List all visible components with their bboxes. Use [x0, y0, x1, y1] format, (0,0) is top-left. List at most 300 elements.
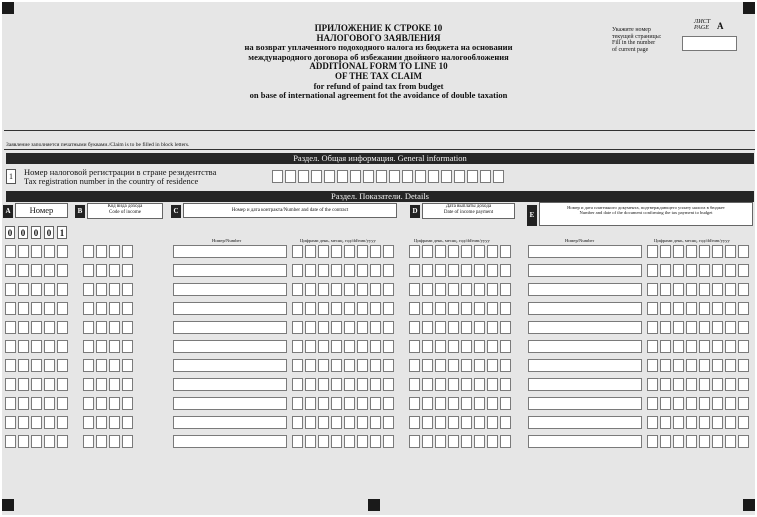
document-date-cell[interactable]: [660, 245, 671, 258]
document-date-cell[interactable]: [647, 321, 658, 334]
contract-date-cell[interactable]: [357, 321, 368, 334]
payment-date-cell[interactable]: [487, 340, 498, 353]
contract-number-field[interactable]: [173, 340, 287, 353]
contract-date-cell[interactable]: [344, 340, 355, 353]
registration-digit-cell[interactable]: [493, 170, 504, 183]
contract-date-cell[interactable]: [370, 359, 381, 372]
income-code-cell[interactable]: [109, 321, 120, 334]
income-code-cell[interactable]: [122, 245, 133, 258]
registration-digit-cell[interactable]: [454, 170, 465, 183]
document-date-cell[interactable]: [647, 245, 658, 258]
payment-date-cell[interactable]: [487, 397, 498, 410]
contract-date-cell[interactable]: [331, 245, 342, 258]
income-code-cell[interactable]: [109, 397, 120, 410]
payment-date-cell[interactable]: [500, 321, 511, 334]
income-code-cell[interactable]: [122, 435, 133, 448]
document-date-cell[interactable]: [738, 321, 749, 334]
document-date-cell[interactable]: [647, 435, 658, 448]
income-code-cell[interactable]: [109, 283, 120, 296]
document-date-cell[interactable]: [673, 340, 684, 353]
payment-date-cell[interactable]: [474, 340, 485, 353]
contract-date-cell[interactable]: [292, 359, 303, 372]
document-date-cell[interactable]: [738, 340, 749, 353]
row-number-cell[interactable]: [31, 264, 42, 277]
document-number-field[interactable]: [528, 397, 642, 410]
contract-date-cell[interactable]: [357, 264, 368, 277]
contract-date-cell[interactable]: [344, 416, 355, 429]
contract-number-field[interactable]: [173, 321, 287, 334]
contract-date-cell[interactable]: [370, 340, 381, 353]
registration-digit-cell[interactable]: [428, 170, 439, 183]
contract-date-cell[interactable]: [305, 359, 316, 372]
contract-number-field[interactable]: [173, 245, 287, 258]
registration-digit-cell[interactable]: [298, 170, 309, 183]
contract-date-cell[interactable]: [292, 321, 303, 334]
document-number-field[interactable]: [528, 321, 642, 334]
payment-date-cell[interactable]: [409, 378, 420, 391]
row-number-cell[interactable]: [44, 378, 55, 391]
payment-date-cell[interactable]: [422, 302, 433, 315]
row-number-cell[interactable]: [5, 378, 16, 391]
contract-date-cell[interactable]: [331, 321, 342, 334]
income-code-cell[interactable]: [122, 321, 133, 334]
row-number-cell[interactable]: [57, 435, 68, 448]
document-date-cell[interactable]: [725, 359, 736, 372]
contract-date-cell[interactable]: [292, 435, 303, 448]
registration-digit-cell[interactable]: [402, 170, 413, 183]
payment-date-cell[interactable]: [500, 416, 511, 429]
income-code-cell[interactable]: [83, 245, 94, 258]
document-date-cell[interactable]: [647, 302, 658, 315]
row-number-cell[interactable]: [31, 359, 42, 372]
document-number-field[interactable]: [528, 378, 642, 391]
payment-date-cell[interactable]: [487, 416, 498, 429]
contract-date-cell[interactable]: [318, 302, 329, 315]
document-date-cell[interactable]: [725, 321, 736, 334]
document-date-cell[interactable]: [699, 245, 710, 258]
row-number-cell[interactable]: [31, 302, 42, 315]
payment-date-cell[interactable]: [435, 359, 446, 372]
document-date-cell[interactable]: [699, 321, 710, 334]
payment-date-cell[interactable]: [487, 435, 498, 448]
row-number-cell[interactable]: [44, 397, 55, 410]
payment-date-cell[interactable]: [487, 264, 498, 277]
contract-number-field[interactable]: [173, 397, 287, 410]
contract-date-cell[interactable]: [383, 378, 394, 391]
contract-date-cell[interactable]: [331, 264, 342, 277]
contract-date-cell[interactable]: [331, 435, 342, 448]
document-date-cell[interactable]: [673, 302, 684, 315]
contract-date-cell[interactable]: [305, 245, 316, 258]
contract-date-cell[interactable]: [383, 245, 394, 258]
payment-date-cell[interactable]: [435, 264, 446, 277]
contract-date-cell[interactable]: [370, 264, 381, 277]
document-date-cell[interactable]: [699, 378, 710, 391]
document-date-cell[interactable]: [660, 397, 671, 410]
row-number-cell[interactable]: [18, 302, 29, 315]
contract-date-cell[interactable]: [305, 378, 316, 391]
payment-date-cell[interactable]: [435, 283, 446, 296]
contract-date-cell[interactable]: [357, 283, 368, 296]
contract-date-cell[interactable]: [383, 302, 394, 315]
contract-date-cell[interactable]: [292, 378, 303, 391]
contract-date-cell[interactable]: [357, 245, 368, 258]
registration-digit-cell[interactable]: [389, 170, 400, 183]
income-code-cell[interactable]: [109, 245, 120, 258]
payment-date-cell[interactable]: [461, 397, 472, 410]
document-date-cell[interactable]: [712, 397, 723, 410]
payment-date-cell[interactable]: [409, 397, 420, 410]
contract-date-cell[interactable]: [305, 340, 316, 353]
contract-date-cell[interactable]: [331, 397, 342, 410]
payment-date-cell[interactable]: [422, 378, 433, 391]
payment-date-cell[interactable]: [409, 435, 420, 448]
document-date-cell[interactable]: [725, 378, 736, 391]
contract-date-cell[interactable]: [357, 340, 368, 353]
document-number-field[interactable]: [528, 283, 642, 296]
payment-date-cell[interactable]: [422, 397, 433, 410]
document-date-cell[interactable]: [647, 378, 658, 391]
contract-date-cell[interactable]: [292, 340, 303, 353]
document-date-cell[interactable]: [673, 435, 684, 448]
contract-date-cell[interactable]: [292, 245, 303, 258]
document-date-cell[interactable]: [738, 397, 749, 410]
row-number-cell[interactable]: [31, 416, 42, 429]
income-code-cell[interactable]: [83, 435, 94, 448]
contract-date-cell[interactable]: [318, 397, 329, 410]
row-number-cell[interactable]: [57, 359, 68, 372]
payment-date-cell[interactable]: [422, 245, 433, 258]
document-date-cell[interactable]: [738, 264, 749, 277]
row-number-cell[interactable]: [31, 378, 42, 391]
contract-date-cell[interactable]: [344, 321, 355, 334]
contract-date-cell[interactable]: [318, 321, 329, 334]
payment-date-cell[interactable]: [448, 359, 459, 372]
contract-date-cell[interactable]: [383, 283, 394, 296]
payment-date-cell[interactable]: [448, 435, 459, 448]
contract-date-cell[interactable]: [370, 245, 381, 258]
document-date-cell[interactable]: [712, 416, 723, 429]
document-date-cell[interactable]: [712, 283, 723, 296]
document-date-cell[interactable]: [712, 340, 723, 353]
payment-date-cell[interactable]: [500, 264, 511, 277]
document-date-cell[interactable]: [725, 302, 736, 315]
contract-date-cell[interactable]: [357, 435, 368, 448]
income-code-cell[interactable]: [96, 340, 107, 353]
income-code-cell[interactable]: [96, 264, 107, 277]
document-date-cell[interactable]: [699, 302, 710, 315]
income-code-cell[interactable]: [109, 416, 120, 429]
document-date-cell[interactable]: [673, 397, 684, 410]
document-date-cell[interactable]: [699, 397, 710, 410]
payment-date-cell[interactable]: [435, 397, 446, 410]
income-code-cell[interactable]: [96, 283, 107, 296]
payment-date-cell[interactable]: [448, 340, 459, 353]
contract-date-cell[interactable]: [331, 340, 342, 353]
document-date-cell[interactable]: [699, 340, 710, 353]
document-date-cell[interactable]: [738, 283, 749, 296]
row-number-cell[interactable]: [18, 435, 29, 448]
contract-date-cell[interactable]: [383, 359, 394, 372]
document-number-field[interactable]: [528, 359, 642, 372]
income-code-cell[interactable]: [96, 416, 107, 429]
payment-date-cell[interactable]: [409, 264, 420, 277]
row-number-cell[interactable]: [5, 435, 16, 448]
document-date-cell[interactable]: [686, 302, 697, 315]
contract-date-cell[interactable]: [370, 416, 381, 429]
document-date-cell[interactable]: [699, 264, 710, 277]
income-code-cell[interactable]: [96, 435, 107, 448]
registration-digit-cell[interactable]: [441, 170, 452, 183]
contract-date-cell[interactable]: [318, 264, 329, 277]
payment-date-cell[interactable]: [409, 245, 420, 258]
document-number-field[interactable]: [528, 340, 642, 353]
income-code-cell[interactable]: [96, 245, 107, 258]
payment-date-cell[interactable]: [487, 378, 498, 391]
income-code-cell[interactable]: [122, 397, 133, 410]
payment-date-cell[interactable]: [409, 283, 420, 296]
document-date-cell[interactable]: [673, 283, 684, 296]
row-number-cell[interactable]: [5, 283, 16, 296]
document-date-cell[interactable]: [738, 302, 749, 315]
document-number-field[interactable]: [528, 264, 642, 277]
contract-date-cell[interactable]: [318, 416, 329, 429]
contract-date-cell[interactable]: [383, 435, 394, 448]
document-date-cell[interactable]: [725, 245, 736, 258]
contract-date-cell[interactable]: [344, 302, 355, 315]
payment-date-cell[interactable]: [448, 378, 459, 391]
document-date-cell[interactable]: [686, 283, 697, 296]
payment-date-cell[interactable]: [474, 302, 485, 315]
row-number-cell[interactable]: [44, 245, 55, 258]
document-date-cell[interactable]: [660, 321, 671, 334]
document-date-cell[interactable]: [686, 245, 697, 258]
document-date-cell[interactable]: [673, 245, 684, 258]
payment-date-cell[interactable]: [435, 302, 446, 315]
contract-date-cell[interactable]: [331, 416, 342, 429]
document-date-cell[interactable]: [699, 359, 710, 372]
payment-date-cell[interactable]: [435, 416, 446, 429]
payment-date-cell[interactable]: [435, 321, 446, 334]
payment-date-cell[interactable]: [500, 397, 511, 410]
payment-date-cell[interactable]: [435, 245, 446, 258]
row-number-cell[interactable]: [18, 378, 29, 391]
row-number-cell[interactable]: [57, 245, 68, 258]
payment-date-cell[interactable]: [487, 245, 498, 258]
payment-date-cell[interactable]: [474, 283, 485, 296]
document-date-cell[interactable]: [686, 416, 697, 429]
payment-date-cell[interactable]: [461, 321, 472, 334]
registration-digit-cell[interactable]: [376, 170, 387, 183]
document-date-cell[interactable]: [725, 340, 736, 353]
payment-date-cell[interactable]: [409, 340, 420, 353]
payment-date-cell[interactable]: [474, 435, 485, 448]
row-number-cell[interactable]: [18, 321, 29, 334]
payment-date-cell[interactable]: [461, 302, 472, 315]
contract-date-cell[interactable]: [331, 302, 342, 315]
income-code-cell[interactable]: [122, 264, 133, 277]
document-date-cell[interactable]: [673, 321, 684, 334]
contract-date-cell[interactable]: [357, 378, 368, 391]
document-date-cell[interactable]: [699, 283, 710, 296]
document-date-cell[interactable]: [699, 435, 710, 448]
row-number-cell[interactable]: [18, 283, 29, 296]
payment-date-cell[interactable]: [422, 321, 433, 334]
contract-number-field[interactable]: [173, 359, 287, 372]
payment-date-cell[interactable]: [500, 359, 511, 372]
payment-date-cell[interactable]: [500, 378, 511, 391]
row-number-cell[interactable]: [5, 359, 16, 372]
payment-date-cell[interactable]: [461, 283, 472, 296]
row-number-cell[interactable]: [57, 264, 68, 277]
payment-date-cell[interactable]: [474, 359, 485, 372]
contract-date-cell[interactable]: [318, 340, 329, 353]
payment-date-cell[interactable]: [500, 245, 511, 258]
document-date-cell[interactable]: [725, 397, 736, 410]
contract-date-cell[interactable]: [344, 283, 355, 296]
payment-date-cell[interactable]: [435, 435, 446, 448]
document-date-cell[interactable]: [660, 416, 671, 429]
income-code-cell[interactable]: [122, 359, 133, 372]
contract-date-cell[interactable]: [292, 397, 303, 410]
document-date-cell[interactable]: [686, 359, 697, 372]
row-number-cell[interactable]: [57, 283, 68, 296]
contract-date-cell[interactable]: [383, 264, 394, 277]
contract-number-field[interactable]: [173, 435, 287, 448]
row-number-cell[interactable]: [18, 264, 29, 277]
document-date-cell[interactable]: [712, 378, 723, 391]
contract-date-cell[interactable]: [344, 435, 355, 448]
row-number-cell[interactable]: [31, 321, 42, 334]
document-date-cell[interactable]: [738, 416, 749, 429]
payment-date-cell[interactable]: [409, 416, 420, 429]
income-code-cell[interactable]: [96, 302, 107, 315]
contract-date-cell[interactable]: [292, 283, 303, 296]
row-number-cell[interactable]: [5, 245, 16, 258]
document-date-cell[interactable]: [660, 378, 671, 391]
document-number-field[interactable]: [528, 435, 642, 448]
payment-date-cell[interactable]: [461, 378, 472, 391]
row-number-cell[interactable]: [31, 340, 42, 353]
payment-date-cell[interactable]: [422, 283, 433, 296]
contract-date-cell[interactable]: [318, 435, 329, 448]
contract-date-cell[interactable]: [344, 359, 355, 372]
payment-date-cell[interactable]: [461, 359, 472, 372]
document-date-cell[interactable]: [686, 378, 697, 391]
income-code-cell[interactable]: [109, 340, 120, 353]
document-date-cell[interactable]: [725, 416, 736, 429]
row-number-cell[interactable]: [5, 264, 16, 277]
row-number-cell[interactable]: [5, 416, 16, 429]
registration-digit-cell[interactable]: [363, 170, 374, 183]
contract-date-cell[interactable]: [318, 378, 329, 391]
payment-date-cell[interactable]: [487, 302, 498, 315]
income-code-cell[interactable]: [109, 264, 120, 277]
income-code-cell[interactable]: [83, 340, 94, 353]
contract-date-cell[interactable]: [331, 378, 342, 391]
document-date-cell[interactable]: [738, 378, 749, 391]
contract-date-cell[interactable]: [383, 321, 394, 334]
document-date-cell[interactable]: [673, 416, 684, 429]
document-date-cell[interactable]: [660, 359, 671, 372]
contract-date-cell[interactable]: [292, 264, 303, 277]
document-number-field[interactable]: [528, 302, 642, 315]
document-number-field[interactable]: [528, 245, 642, 258]
income-code-cell[interactable]: [83, 378, 94, 391]
income-code-cell[interactable]: [83, 397, 94, 410]
income-code-cell[interactable]: [122, 378, 133, 391]
payment-date-cell[interactable]: [474, 416, 485, 429]
document-date-cell[interactable]: [712, 264, 723, 277]
income-code-cell[interactable]: [83, 302, 94, 315]
contract-date-cell[interactable]: [318, 245, 329, 258]
payment-date-cell[interactable]: [461, 264, 472, 277]
contract-date-cell[interactable]: [370, 283, 381, 296]
contract-date-cell[interactable]: [357, 416, 368, 429]
contract-date-cell[interactable]: [370, 321, 381, 334]
contract-date-cell[interactable]: [344, 397, 355, 410]
contract-date-cell[interactable]: [357, 397, 368, 410]
row-number-cell[interactable]: [44, 359, 55, 372]
row-number-cell[interactable]: [18, 359, 29, 372]
row-number-cell[interactable]: [31, 283, 42, 296]
row-number-cell[interactable]: [5, 340, 16, 353]
document-date-cell[interactable]: [673, 264, 684, 277]
income-code-cell[interactable]: [122, 340, 133, 353]
payment-date-cell[interactable]: [422, 416, 433, 429]
document-date-cell[interactable]: [712, 321, 723, 334]
payment-date-cell[interactable]: [474, 264, 485, 277]
contract-number-field[interactable]: [173, 283, 287, 296]
payment-date-cell[interactable]: [448, 302, 459, 315]
document-date-cell[interactable]: [712, 302, 723, 315]
row-number-cell[interactable]: [44, 321, 55, 334]
contract-date-cell[interactable]: [305, 397, 316, 410]
payment-date-cell[interactable]: [461, 245, 472, 258]
payment-date-cell[interactable]: [500, 302, 511, 315]
contract-date-cell[interactable]: [331, 359, 342, 372]
row-number-cell[interactable]: [57, 416, 68, 429]
income-code-cell[interactable]: [109, 302, 120, 315]
document-date-cell[interactable]: [660, 302, 671, 315]
row-number-cell[interactable]: [44, 302, 55, 315]
contract-date-cell[interactable]: [357, 359, 368, 372]
income-code-cell[interactable]: [96, 359, 107, 372]
document-date-cell[interactable]: [699, 416, 710, 429]
contract-date-cell[interactable]: [305, 321, 316, 334]
document-date-cell[interactable]: [647, 340, 658, 353]
row-number-cell[interactable]: [44, 340, 55, 353]
registration-digit-cell[interactable]: [480, 170, 491, 183]
payment-date-cell[interactable]: [474, 245, 485, 258]
document-date-cell[interactable]: [647, 283, 658, 296]
document-date-cell[interactable]: [738, 435, 749, 448]
row-number-cell[interactable]: [31, 397, 42, 410]
row-number-cell[interactable]: [57, 397, 68, 410]
payment-date-cell[interactable]: [461, 340, 472, 353]
income-code-cell[interactable]: [96, 321, 107, 334]
contract-date-cell[interactable]: [331, 283, 342, 296]
document-date-cell[interactable]: [686, 340, 697, 353]
income-code-cell[interactable]: [109, 378, 120, 391]
row-number-cell[interactable]: [44, 264, 55, 277]
document-date-cell[interactable]: [647, 397, 658, 410]
payment-date-cell[interactable]: [474, 397, 485, 410]
contract-date-cell[interactable]: [383, 340, 394, 353]
document-date-cell[interactable]: [725, 283, 736, 296]
document-date-cell[interactable]: [686, 264, 697, 277]
payment-date-cell[interactable]: [422, 435, 433, 448]
